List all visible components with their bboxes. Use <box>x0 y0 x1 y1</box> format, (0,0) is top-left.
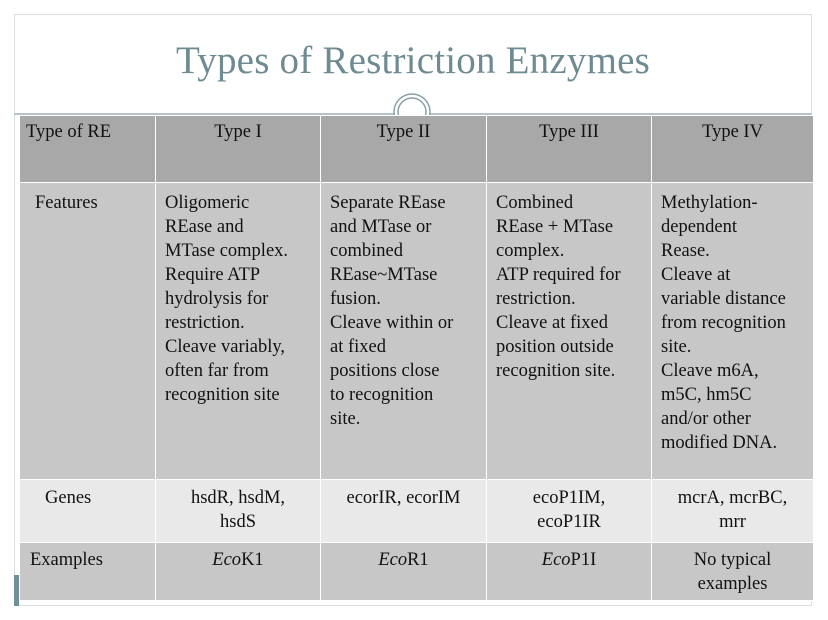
genes-type-i: hsdR, hsdM, hsdS <box>156 480 321 543</box>
examples-row <box>20 543 814 601</box>
header-type-iii: Type III <box>487 116 652 183</box>
genes-type-iii: ecoP1IM, ecoP1IR <box>487 480 652 543</box>
genes-row <box>20 480 814 543</box>
examples-label: Examples <box>20 543 156 601</box>
features-type-iv: Methylation- dependent Rease. Cleave at variable distance from recognition site. Cleave m6A, m5C, hm5C and/or other modified DNA. <box>652 183 814 480</box>
header-type-ii: Type II <box>321 116 487 183</box>
example-strain-suffix: R1 <box>407 550 429 570</box>
examples-type-i <box>156 543 321 601</box>
header-type-of-re: Type of RE <box>20 116 156 183</box>
genes-label: Genes <box>20 480 156 543</box>
examples-type-iii <box>487 543 652 601</box>
header-type-iv: Type IV <box>652 116 814 183</box>
example-strain-suffix: K1 <box>241 550 264 570</box>
header-type-i: Type I <box>156 116 321 183</box>
features-type-i: Oligomeric REase and MTase complex. Require ATP hydrolysis for restriction. Cleave variably, often far from recognition site <box>156 183 321 480</box>
features-type-iii: Combined REase + MTase complex. ATP required for restriction. Cleave at fixed position outside recognition site. <box>487 183 652 480</box>
features-row <box>20 183 814 480</box>
header-row <box>20 116 814 183</box>
genes-type-ii: ecorIR, ecorIM <box>321 480 487 543</box>
restriction-enzyme-table <box>19 115 814 601</box>
example-strain-suffix: P1I <box>570 550 597 570</box>
slide-title: Types of Restriction Enzymes <box>175 39 651 82</box>
genes-type-iv: mcrA, mcrBC, mrr <box>652 480 814 543</box>
examples-type-iv: No typical examples <box>652 543 814 601</box>
features-type-ii: Separate REase and MTase or combined REase~MTase fusion. Cleave within or at fixed positions close to recognition site. <box>321 183 487 480</box>
example-genus-prefix: Eco <box>541 550 571 570</box>
features-label: Features <box>20 183 156 480</box>
examples-type-ii <box>321 543 487 601</box>
example-genus-prefix: Eco <box>378 550 408 570</box>
example-genus-prefix: Eco <box>212 550 242 570</box>
